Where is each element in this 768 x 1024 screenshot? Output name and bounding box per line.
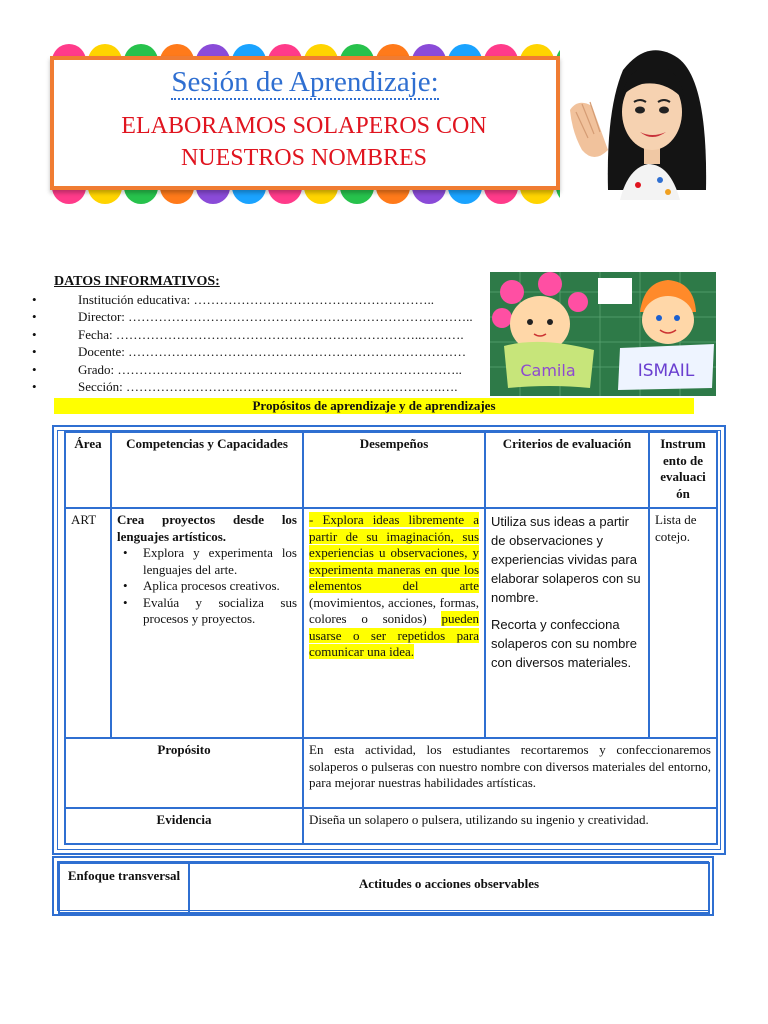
header-desempenos: Desempeños (302, 431, 486, 509)
criterio-1: Utiliza sus ideas a partir de observaciones y experiencias vividas para elaborar solaperos con su nombre. (491, 514, 641, 605)
session-subtitle: ELABORAMOS SOLAPEROS CON NUESTROS NOMBRES (121, 113, 487, 171)
seccion-field: • Sección: ……………………………………………………………….…. (30, 378, 492, 395)
proposito-label: Propósito (64, 737, 304, 809)
actitudes-header: Actitudes o acciones observables (188, 862, 710, 914)
enfoque-label: Enfoque transversal (58, 862, 190, 914)
competencia-title: Crea proyectos desde los lenguajes artísticos. (117, 512, 297, 544)
area-value: ART (64, 507, 112, 739)
desempeno-highlight-end: pueden usarse o ser repetidos para comunicar una idea. (309, 611, 479, 659)
title-banner (50, 56, 560, 190)
propositos-heading: Propósitos de aprendizaje y de aprendizajes (54, 398, 694, 414)
capacidad-item: • Aplica procesos creativos. (143, 578, 297, 595)
director-field: • Director: …………………………………………………………………….. (30, 308, 492, 325)
evidencia-text: Diseña un solapero o pulsera, utilizando su ingenio y creatividad. (302, 807, 718, 845)
header-criterios: Criterios de evaluación (484, 431, 650, 509)
evidencia-label: Evidencia (64, 807, 304, 845)
capacidad-item: • Explora y experimenta los lenguajes del arte. (143, 545, 297, 578)
enfoque-table (52, 856, 714, 916)
competencias-cell (110, 507, 304, 739)
criterio-2: Recorta y confecciona solaperos con su nombre con diversos materiales. (491, 617, 637, 670)
session-title: Sesión de Aprendizaje: (171, 66, 439, 98)
svg-text:ISMAIL: ISMAIL (637, 361, 695, 381)
grado-field: • Grado: …………………………………………………………………….. (30, 361, 492, 378)
header-competencias: Competencias y Capacidades (110, 431, 304, 509)
header-area: Área (64, 431, 112, 509)
criterios-cell (484, 507, 650, 739)
teacher-illustration (568, 40, 728, 200)
capacidades-list (143, 545, 297, 628)
instrumento-value: Lista de cotejo. (648, 507, 718, 739)
institucion-field: • Institución educativa: ……………………………………………….. (30, 291, 492, 308)
capacidad-item: • Evalúa y socializa sus procesos y proyectos. (143, 595, 297, 628)
datos-informativos-heading: DATOS INFORMATIVOS: (54, 274, 220, 289)
name-badges-photo (490, 272, 716, 396)
desempenos-cell (302, 507, 486, 739)
datos-informativos-list (30, 291, 492, 395)
desempeno-plain: (movimientos, acciones, formas, colores o sonidos) (309, 594, 479, 626)
header-instrumento: Instrum ento de evaluaci ón (648, 431, 718, 509)
propositos-table (52, 425, 726, 855)
svg-text:Camila: Camila (520, 361, 576, 380)
fecha-field: • Fecha: ……………………………………………………………..………. (30, 326, 492, 343)
docente-field: • Docente: …………………………………………………………………… (30, 343, 492, 360)
desempeno-highlight: - Explora ideas libremente a partir de su imaginación, sus experiencias u observaciones, y experimenta maneras en que los elementos del arte (309, 512, 479, 593)
proposito-text: En esta actividad, los estudiantes recortaremos y confeccionaremos solaperos o pulseras con nuestro nombre con diversos materiales del entorno, para mejorar nuestras habilidades artísticas. (302, 737, 718, 809)
